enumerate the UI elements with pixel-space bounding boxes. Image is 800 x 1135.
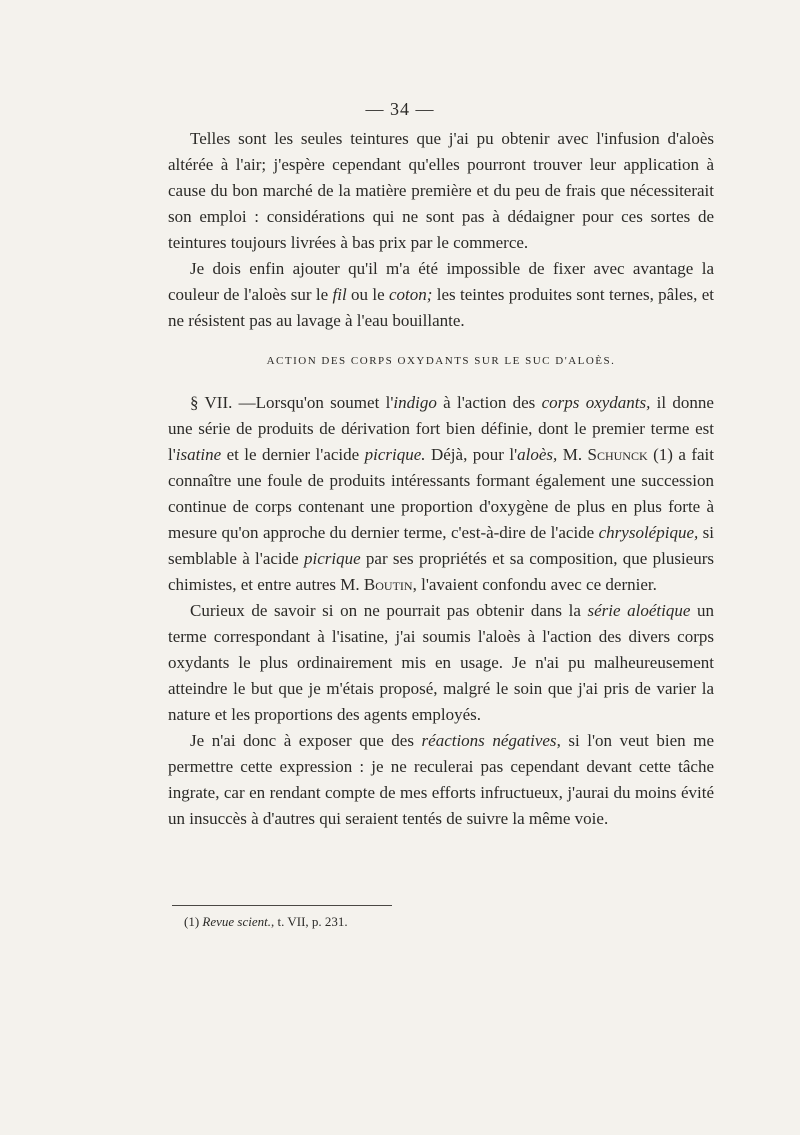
- text-run: , l'avaient confondu avec ce dernier.: [412, 575, 657, 594]
- italic-term: picrique.: [364, 445, 426, 464]
- section-heading: ACTION DES CORPS OXYDANTS SUR LE SUC D'ALOÈS.: [266, 355, 616, 367]
- text-run: , si l'on veut bien me permettre cette expression : je ne reculerai pas cependant devant cette tâche ingrate, car en rendant compte de mes efforts infructueux, j'aurai du moins évité un insuccès à d'autres qui seraient tentés de suivre la même voie.: [168, 731, 715, 828]
- text-run: les teintes produites sont ternes, pâles, et ne résistent pas au lavage à l'eau bouillante.: [168, 285, 714, 330]
- italic-term: aloès,: [517, 445, 558, 464]
- text-run: Déjà, pour l': [425, 445, 518, 464]
- body-text: [168, 126, 714, 832]
- paragraph: [168, 256, 714, 334]
- italic-term: chrysolépique,: [598, 523, 699, 542]
- text-run: Je n'ai donc à exposer que des: [190, 731, 422, 750]
- author-name: Boutin: [363, 575, 413, 594]
- page-number: — 34 —: [365, 99, 435, 119]
- text-run: un terme correspondant à l'isatine, j'ai soumis l'aloès à l'action des divers corps oxydants le plus ordinairement mis en usage. Je n'ai pu malheureusement atteindre le but que je m'étais proposé, malgré le soin que j'ai pris de varier la nature et les proportions des agents employés.: [168, 601, 714, 724]
- paragraph: [168, 390, 714, 598]
- italic-term: isatine: [175, 445, 222, 464]
- footnote-source-title: Revue scient.: [202, 914, 271, 929]
- author-name: Schunck: [587, 445, 648, 464]
- italic-term: fil: [332, 285, 347, 304]
- footnote: [184, 913, 348, 931]
- text-run: Je dois enfin ajouter qu'il m'a été impossible de fixer avec avantage la couleur de l'aloès sur le: [168, 259, 714, 304]
- text-run: à l'action des: [436, 393, 542, 412]
- text-run: M.: [557, 445, 588, 464]
- italic-term: série aloétique: [587, 601, 691, 620]
- italic-term: indigo: [393, 393, 437, 412]
- text-run: Curieux de savoir si on ne pourrait pas obtenir dans la: [190, 601, 588, 620]
- paragraph: Telles sont les seules teintures que j'ai pu obtenir avec l'infusion d'aloès altérée à l'air; j'espère cependant qu'elles pourront trouver leur application à cause du bon marché de la matière première et du peu de frais que nécessiterait son emploi : considérations qui ne sont pas à dédaigner pour ces sortes de teintures toujours livrées à bas prix par le commerce.: [168, 129, 714, 252]
- text-run: ou le: [346, 285, 389, 304]
- footnote-marker: (1): [184, 914, 200, 929]
- text-run: et le dernier l'acide: [221, 445, 365, 464]
- paragraph: [168, 728, 714, 832]
- footnote-divider: [172, 905, 392, 906]
- text-run: par ses propriétés et sa composition, que plusieurs chimistes, et entre autres M.: [168, 549, 714, 594]
- text-run: si semblable à l'acide: [168, 523, 714, 568]
- italic-term: coton;: [388, 285, 433, 304]
- footnote-citation: , t. VII, p. 231.: [271, 914, 348, 929]
- paragraph: [168, 598, 714, 728]
- italic-term: réactions négatives: [421, 731, 557, 750]
- text-run: § VII. —Lorsqu'on soumet l': [190, 393, 394, 412]
- italic-term: picrique: [303, 549, 361, 568]
- text-run: il donne une série de produits de dérivation fort bien définie, dont le premier terme est l': [168, 393, 714, 464]
- italic-term: corps oxydants,: [541, 393, 651, 412]
- text-run: (1) a fait connaître une foule de produits intéressants formant également une succession continue de corps contenant une proportion d'oxygène de plus en plus forte à mesure qu'on approche du dernier terme, c'est-à-dire de l'acide: [168, 445, 714, 542]
